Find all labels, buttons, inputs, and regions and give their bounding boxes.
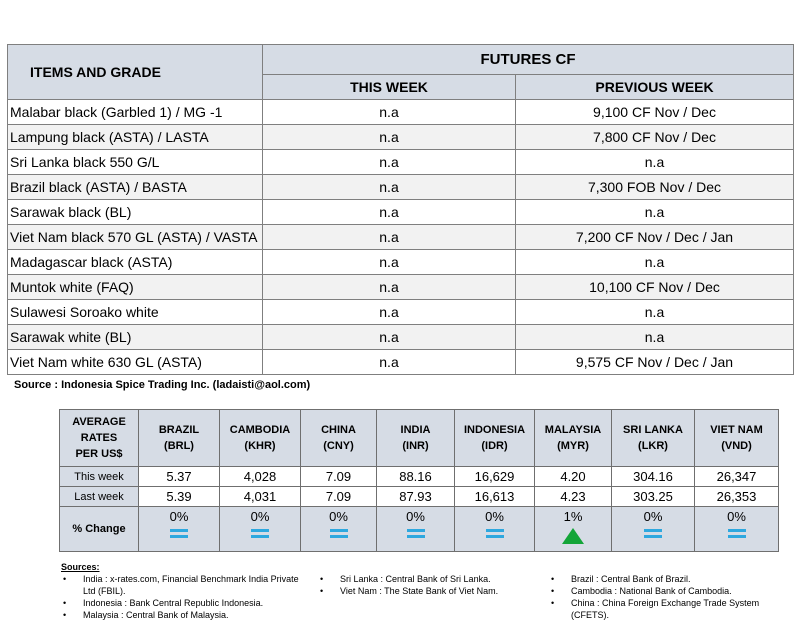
futures-row — [8, 100, 794, 125]
futures-row — [8, 275, 794, 300]
percent-change-cell — [612, 507, 695, 552]
this-week-cell: n.a — [263, 350, 516, 375]
previous-week-cell: 7,200 CF Nov / Dec / Jan — [516, 225, 794, 250]
source-item: • India : x-rates.com, Financial Benchmark India Private Ltd (FBIL). — [61, 573, 311, 597]
grade-cell: Viet Nam white 630 GL (ASTA) — [8, 350, 263, 375]
exchange-rates-table — [59, 409, 779, 552]
grade-cell: Sulawesi Soroako white — [8, 300, 263, 325]
percent-change-value: 0% — [727, 509, 746, 524]
previous-week-cell: 9,100 CF Nov / Dec — [516, 100, 794, 125]
futures-row — [8, 225, 794, 250]
currency-country: CAMBODIA — [229, 424, 291, 436]
previous-week-cell: n.a — [516, 150, 794, 175]
currency-country: CHINA — [321, 424, 356, 436]
equal-icon — [728, 528, 746, 539]
this-week-cell: n.a — [263, 100, 516, 125]
futures-row — [8, 325, 794, 350]
last-week-rate: 7.09 — [301, 487, 377, 507]
futures-row — [8, 350, 794, 375]
rates-label-line: PER US$ — [75, 448, 123, 460]
percent-change-cell — [220, 507, 301, 552]
average-rates-label — [60, 410, 139, 467]
percent-change-cell — [139, 507, 220, 552]
currency-code: (LKR) — [638, 440, 668, 452]
this-week-cell: n.a — [263, 175, 516, 200]
equal-icon — [170, 528, 188, 539]
sources-column-1 — [61, 573, 311, 621]
sources-section — [61, 561, 791, 620]
this-week-cell: n.a — [263, 250, 516, 275]
equal-icon — [407, 528, 425, 539]
last-week-rate: 303.25 — [612, 487, 695, 507]
sources-column-3 — [549, 573, 791, 621]
source-item: • Cambodia : National Bank of Cambodia. — [549, 585, 791, 597]
rates-label-line: AVERAGE — [72, 416, 126, 428]
equal-icon — [486, 528, 504, 539]
source-item: • Viet Nam : The State Bank of Viet Nam. — [318, 585, 548, 597]
percent-change-value: 0% — [406, 509, 425, 524]
grade-cell: Muntok white (FAQ) — [8, 275, 263, 300]
grade-cell: Sri Lanka black 550 G/L — [8, 150, 263, 175]
equal-icon — [330, 528, 348, 539]
grade-cell: Lampung black (ASTA) / LASTA — [8, 125, 263, 150]
previous-week-cell: n.a — [516, 250, 794, 275]
this-week-cell: n.a — [263, 275, 516, 300]
percent-change-value: 0% — [169, 509, 189, 524]
source-note: Source : Indonesia Spice Trading Inc. (ladaisti@aol.com) — [14, 379, 311, 391]
this-week-header: THIS WEEK — [263, 74, 516, 99]
currency-country: MALAYSIA — [544, 424, 602, 436]
sources-title: Sources: — [61, 562, 100, 572]
percent-change-value: 0% — [250, 509, 270, 524]
percent-change-value: 0% — [329, 509, 348, 524]
currency-code: (BRL) — [164, 440, 194, 452]
previous-week-header: PREVIOUS WEEK — [516, 74, 794, 99]
currency-country: INDIA — [400, 424, 431, 436]
source-item: • Malaysia : Central Bank of Malaysia. — [61, 609, 311, 621]
currency-header — [695, 410, 779, 467]
futures-row — [8, 250, 794, 275]
grade-cell: Sarawak white (BL) — [8, 325, 263, 350]
previous-week-cell: n.a — [516, 200, 794, 225]
percent-change-cell — [535, 507, 612, 552]
percent-change-cell — [695, 507, 779, 552]
futures-row — [8, 200, 794, 225]
this-week-cell: n.a — [263, 125, 516, 150]
currency-country: INDONESIA — [463, 424, 526, 436]
currency-header — [377, 410, 455, 467]
this-week-rate: 5.37 — [139, 467, 220, 487]
this-week-rate: 26,347 — [695, 467, 779, 487]
this-week-rate: 88.16 — [377, 467, 455, 487]
previous-week-cell: 7,300 FOB Nov / Dec — [516, 175, 794, 200]
source-item: • Brazil : Central Bank of Brazil. — [549, 573, 791, 585]
currency-code: (IDR) — [481, 440, 508, 452]
percent-change-cell — [301, 507, 377, 552]
this-week-cell: n.a — [263, 300, 516, 325]
previous-week-cell: 9,575 CF Nov / Dec / Jan — [516, 350, 794, 375]
currency-country: VIET NAM — [710, 424, 763, 436]
this-week-row-label: This week — [60, 467, 139, 487]
currency-header — [139, 410, 220, 467]
grade-cell: Brazil black (ASTA) / BASTA — [8, 175, 263, 200]
futures-row — [8, 150, 794, 175]
grade-cell: Madagascar black (ASTA) — [8, 250, 263, 275]
equal-icon — [251, 528, 269, 539]
currency-header — [301, 410, 377, 467]
currency-code: (INR) — [402, 440, 429, 452]
currency-header — [220, 410, 301, 467]
this-week-cell: n.a — [263, 150, 516, 175]
up-arrow-icon — [562, 528, 584, 544]
futures-table — [7, 44, 794, 375]
percent-change-value: 0% — [643, 509, 663, 524]
currency-code: (MYR) — [557, 440, 589, 452]
last-week-rate: 4.23 — [535, 487, 612, 507]
this-week-rate: 16,629 — [455, 467, 535, 487]
currency-header — [455, 410, 535, 467]
currency-code: (CNY) — [323, 440, 354, 452]
previous-week-cell: n.a — [516, 325, 794, 350]
futures-row — [8, 175, 794, 200]
this-week-cell: n.a — [263, 325, 516, 350]
currency-country: SRI LANKA — [623, 424, 683, 436]
percent-change-row-label: % Change — [60, 507, 139, 552]
percent-change-value: 0% — [485, 509, 504, 524]
equal-icon — [644, 528, 662, 539]
futures-cf-header: FUTURES CF — [263, 45, 794, 75]
items-and-grade-header: ITEMS AND GRADE — [8, 45, 263, 100]
last-week-rate: 87.93 — [377, 487, 455, 507]
grade-cell: Malabar black (Garbled 1) / MG -1 — [8, 100, 263, 125]
futures-row — [8, 125, 794, 150]
currency-country: BRAZIL — [158, 424, 200, 436]
previous-week-cell: n.a — [516, 300, 794, 325]
grade-cell: Viet Nam black 570 GL (ASTA) / VASTA — [8, 225, 263, 250]
last-week-rate: 16,613 — [455, 487, 535, 507]
previous-week-cell: 10,100 CF Nov / Dec — [516, 275, 794, 300]
futures-table-body — [8, 100, 794, 375]
grade-cell: Sarawak black (BL) — [8, 200, 263, 225]
last-week-row-label: Last week — [60, 487, 139, 507]
last-week-rate: 26,353 — [695, 487, 779, 507]
currency-code: (KHR) — [244, 440, 276, 452]
rates-label-line: RATES — [80, 432, 118, 444]
this-week-rate: 4.20 — [535, 467, 612, 487]
percent-change-cell — [455, 507, 535, 552]
percent-change-value: 1% — [563, 509, 583, 524]
source-item: • China : China Foreign Exchange Trade System (CFETS). — [549, 597, 791, 621]
source-item: • Indonesia : Bank Central Republic Indonesia. — [61, 597, 311, 609]
percent-change-cell — [377, 507, 455, 552]
previous-week-cell: 7,800 CF Nov / Dec — [516, 125, 794, 150]
currency-code: (VND) — [721, 440, 752, 452]
futures-row — [8, 300, 794, 325]
source-item: • Sri Lanka : Central Bank of Sri Lanka. — [318, 573, 548, 585]
this-week-cell: n.a — [263, 200, 516, 225]
last-week-rate: 5.39 — [139, 487, 220, 507]
currency-header — [535, 410, 612, 467]
this-week-rate: 304.16 — [612, 467, 695, 487]
this-week-rate: 4,028 — [220, 467, 301, 487]
last-week-rate: 4,031 — [220, 487, 301, 507]
sources-column-2 — [318, 573, 548, 597]
currency-header — [612, 410, 695, 467]
this-week-rate: 7.09 — [301, 467, 377, 487]
this-week-cell: n.a — [263, 225, 516, 250]
